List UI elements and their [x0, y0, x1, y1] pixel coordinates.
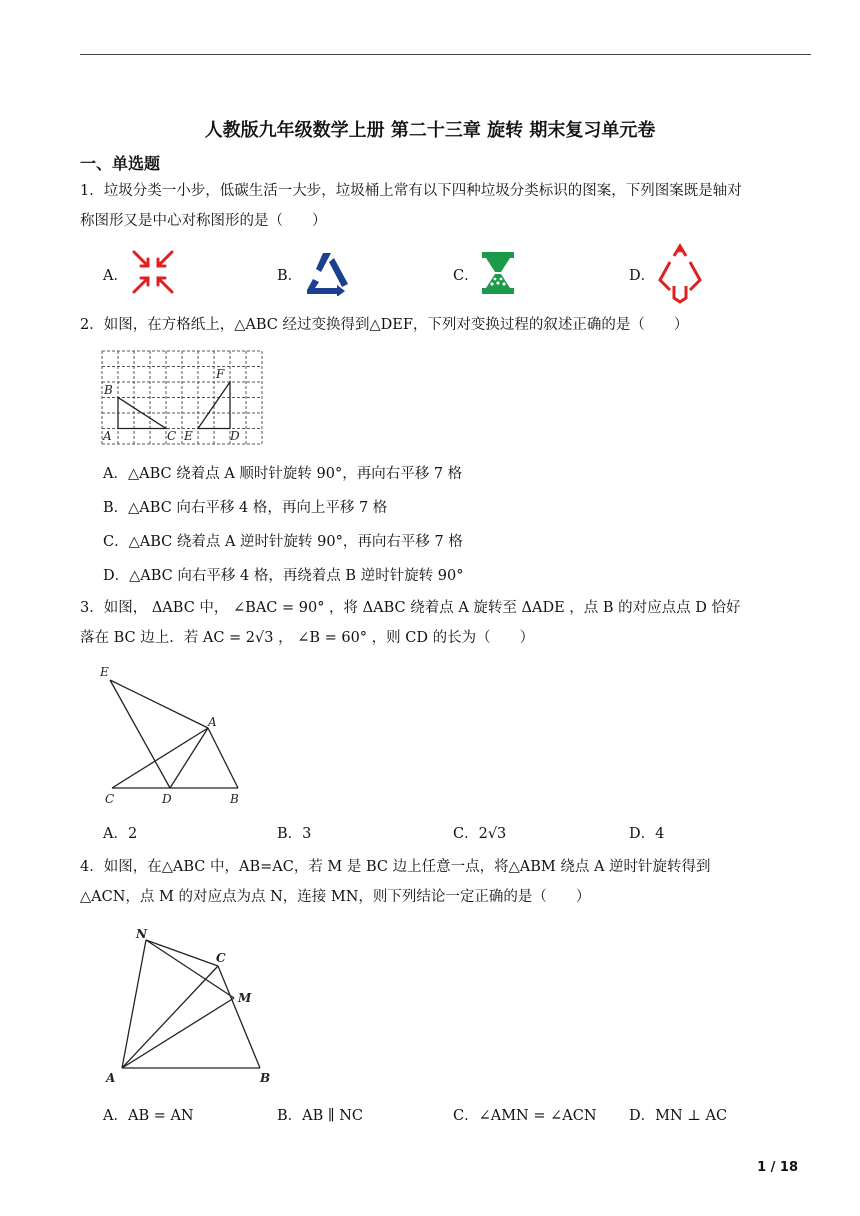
question-4-text [80, 852, 814, 912]
q4-option-a: A．AB = AN [103, 1108, 194, 1124]
q1-option-c-label: C． [453, 268, 479, 284]
q4-label-a: A [106, 1071, 116, 1085]
q4-option-c: C．∠AMN = ∠ACN [453, 1108, 597, 1124]
q3-label-c: C [105, 792, 115, 806]
q2-option-d: D．△ABC 向右平移 4 格，再绕着点 B 逆时针旋转 90° [103, 568, 464, 584]
q2-label-c: C [167, 429, 177, 443]
q3-option-b: B．3 [277, 826, 312, 842]
page-number: 1 / 18 [757, 1160, 798, 1175]
q4-option-b: B．AB ∥ NC [277, 1108, 363, 1124]
question-1-line-1: 1．垃圾分类一小步，低碳生活一大步，垃圾桶上常有以下四种垃圾分类标识的图案，下列图案既是轴对 [80, 183, 742, 199]
question-1-text [80, 176, 814, 236]
red-arrows-x-icon [130, 248, 176, 296]
q2-label-d: D [230, 429, 240, 443]
q4-label-n: N [136, 927, 147, 941]
q3-option-c: C．2√3 [453, 826, 507, 842]
question-3-line-2: 落在 BC 边上．若 AC = 2√3 ， ∠B = 60° ，则 CD 的长为（ ） [80, 630, 535, 646]
question-1-line-2: 称图形又是中心对称图形的是（ ） [80, 213, 327, 229]
blue-recycle-triangle-icon [303, 250, 351, 296]
q3-label-b: B [230, 792, 239, 806]
q2-grid-figure [100, 350, 264, 446]
section-heading: 一、单选题 [80, 154, 161, 173]
q1-option-b-label: B． [277, 268, 303, 284]
q2-option-c: C．△ABC 绕着点 A 逆时针旋转 90°，再向右平移 7 格 [103, 534, 463, 550]
q4-rotation-figure [100, 922, 280, 1090]
q4-label-c: C [216, 951, 226, 965]
q4-label-b: B [260, 1071, 271, 1085]
q3-label-d: D [162, 792, 172, 806]
q2-label-b: B [104, 383, 113, 397]
q3-triangle-figure [98, 660, 254, 810]
question-2-text: 2．如图，在方格纸上，△ABC 经过变换得到△DEF，下列对变换过程的叙述正确的是（ ） [80, 317, 689, 333]
green-hourglass-icon [478, 250, 518, 296]
q3-option-a: A．2 [103, 826, 138, 842]
red-recycle-triangle-icon [656, 242, 704, 304]
q1-option-d-label: D． [629, 268, 656, 284]
question-4-line-1: 4．如图，在△ABC 中，AB=AC，若 M 是 BC 边上任意一点，将△ABM 绕点 A 逆时针旋转得到 [80, 859, 711, 875]
question-4-line-2: △ACN，点 M 的对应点为点 N，连接 MN，则下列结论一定正确的是（ ） [80, 889, 591, 905]
q3-label-e: E [100, 665, 109, 679]
q2-label-f: F [216, 367, 225, 381]
q2-label-a: A [103, 429, 112, 443]
question-3-line-1: 3．如图， ΔABC 中， ∠BAC = 90° ，将 ΔABC 绕着点 A 旋转至 ΔADE ，点 B 的对应点点 D 恰好 [80, 600, 741, 616]
q3-option-d: D．4 [629, 826, 665, 842]
q4-label-m: M [238, 991, 252, 1005]
q2-option-a: A．△ABC 绕着点 A 顺时针旋转 90°，再向右平移 7 格 [103, 466, 463, 482]
page-title: 人教版九年级数学上册 第二十三章 旋转 期末复习单元卷 [204, 120, 656, 141]
question-3-text [80, 593, 814, 653]
q4-option-d: D．MN ⊥ AC [629, 1108, 728, 1124]
q2-option-b: B．△ABC 向右平移 4 格，再向上平移 7 格 [103, 500, 388, 516]
header-rule [80, 54, 811, 55]
q3-label-a: A [208, 715, 217, 729]
q1-option-a-label: A． [103, 268, 128, 284]
q2-label-e: E [184, 429, 193, 443]
